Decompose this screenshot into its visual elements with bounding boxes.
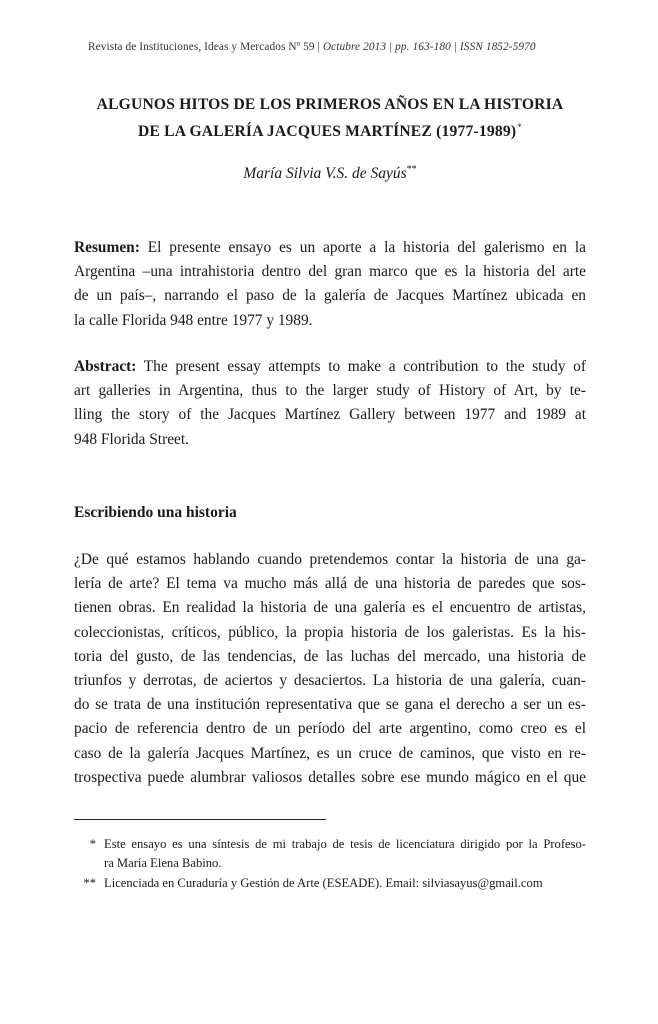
running-header (88, 41, 588, 53)
footnote-1 (74, 835, 586, 873)
body-line: trospectiva puede alumbrar valiosos detalles sobre ese mundo mágico en el que (74, 768, 586, 786)
resumen-line: Argentina –una intrahistoria dentro del gran marco que es la historia del arte (74, 263, 586, 281)
body-line: pacio de referencia dentro de un período del arte argentino, como creo es el (74, 720, 586, 738)
journal-name: Revista de Instituciones, Ideas y Mercados Nº 59 | (88, 41, 323, 53)
body-line: caso de la galería Jacques Martínez, es un cruce de caminos, que visto en re- (74, 744, 586, 762)
author-footnote-mark[interactable]: ** (406, 164, 417, 175)
footnote-line: Licenciada en Curaduría y Gestión de Arte (ESEADE). Email: silviasayus@gmail.com (104, 876, 543, 890)
body-line: lería de arte? El tema va mucho más allá de una historia de paredes que sos- (74, 575, 586, 593)
title-line-2: DE LA GALERÍA JACQUES MARTÍNEZ (1977-1989) (138, 123, 517, 140)
footnote-line: Este ensayo es una síntesis de mi trabajo de tesis de licenciatura dirigido por la Profeso- (104, 837, 586, 851)
body-line: tienen obras. En realidad la historia de una galería es el encuentro de artistas, (74, 599, 586, 617)
resumen-label: Resumen: (74, 239, 140, 256)
resumen-paragraph (74, 236, 586, 333)
body-paragraph (74, 548, 586, 790)
abstract-line: 948 Florida Street. (74, 430, 189, 448)
abstract-line: lling the story of the Jacques Martínez Gallery between 1977 and 1989 at (74, 406, 586, 424)
title-line-1: ALGUNOS HITOS DE LOS PRIMEROS AÑOS EN LA HISTORIA (96, 96, 564, 113)
abstract-line: art galleries in Argentina, thus to the larger study of History of Art, by te- (74, 382, 586, 400)
author-name: María Silvia V.S. de Sayús (243, 165, 407, 182)
resumen-line: la calle Florida 948 entre 1977 y 1989. (74, 311, 313, 329)
footnote-mark: ** (83, 876, 96, 890)
author-byline (60, 164, 600, 183)
body-line: toria del gusto, de las tendencias, de las luchas del mercado, una historia de (74, 647, 586, 665)
body-line: triunfos y derrotas, de aciertos y desaciertos. La historia de una galería, cuan- (74, 672, 586, 690)
section-heading: Escribiendo una historia (74, 504, 237, 521)
issue-details: Octubre 2013 | pp. 163-180 | ISSN 1852-5970 (322, 41, 536, 53)
footnote-divider (74, 819, 326, 820)
title-footnote-mark[interactable]: * (517, 122, 522, 132)
footnote-2 (74, 874, 586, 893)
resumen-line: de un país–, narrando el paso de la galería de Jacques Martínez ubicada en (74, 287, 586, 305)
footnote-line: ra María Elena Babino. (104, 856, 222, 870)
abstract-label: Abstract: (74, 358, 137, 375)
resumen-line: El presente ensayo es un aporte a la historia del galerismo en la (139, 239, 586, 256)
abstract-line: The present essay attempts to make a contribution to the study of (136, 358, 586, 375)
body-line: do se trata de una institución representativa que se gana el derecho a ser un es- (74, 696, 586, 714)
footnote-mark: * (89, 837, 96, 851)
article-title (60, 94, 600, 143)
body-line: coleccionistas, críticos, público, la propia historia de los galeristas. Es la his- (74, 623, 586, 641)
abstract-paragraph (74, 355, 586, 452)
body-line: ¿De qué estamos hablando cuando pretendemos contar la historia de una ga- (74, 551, 586, 568)
